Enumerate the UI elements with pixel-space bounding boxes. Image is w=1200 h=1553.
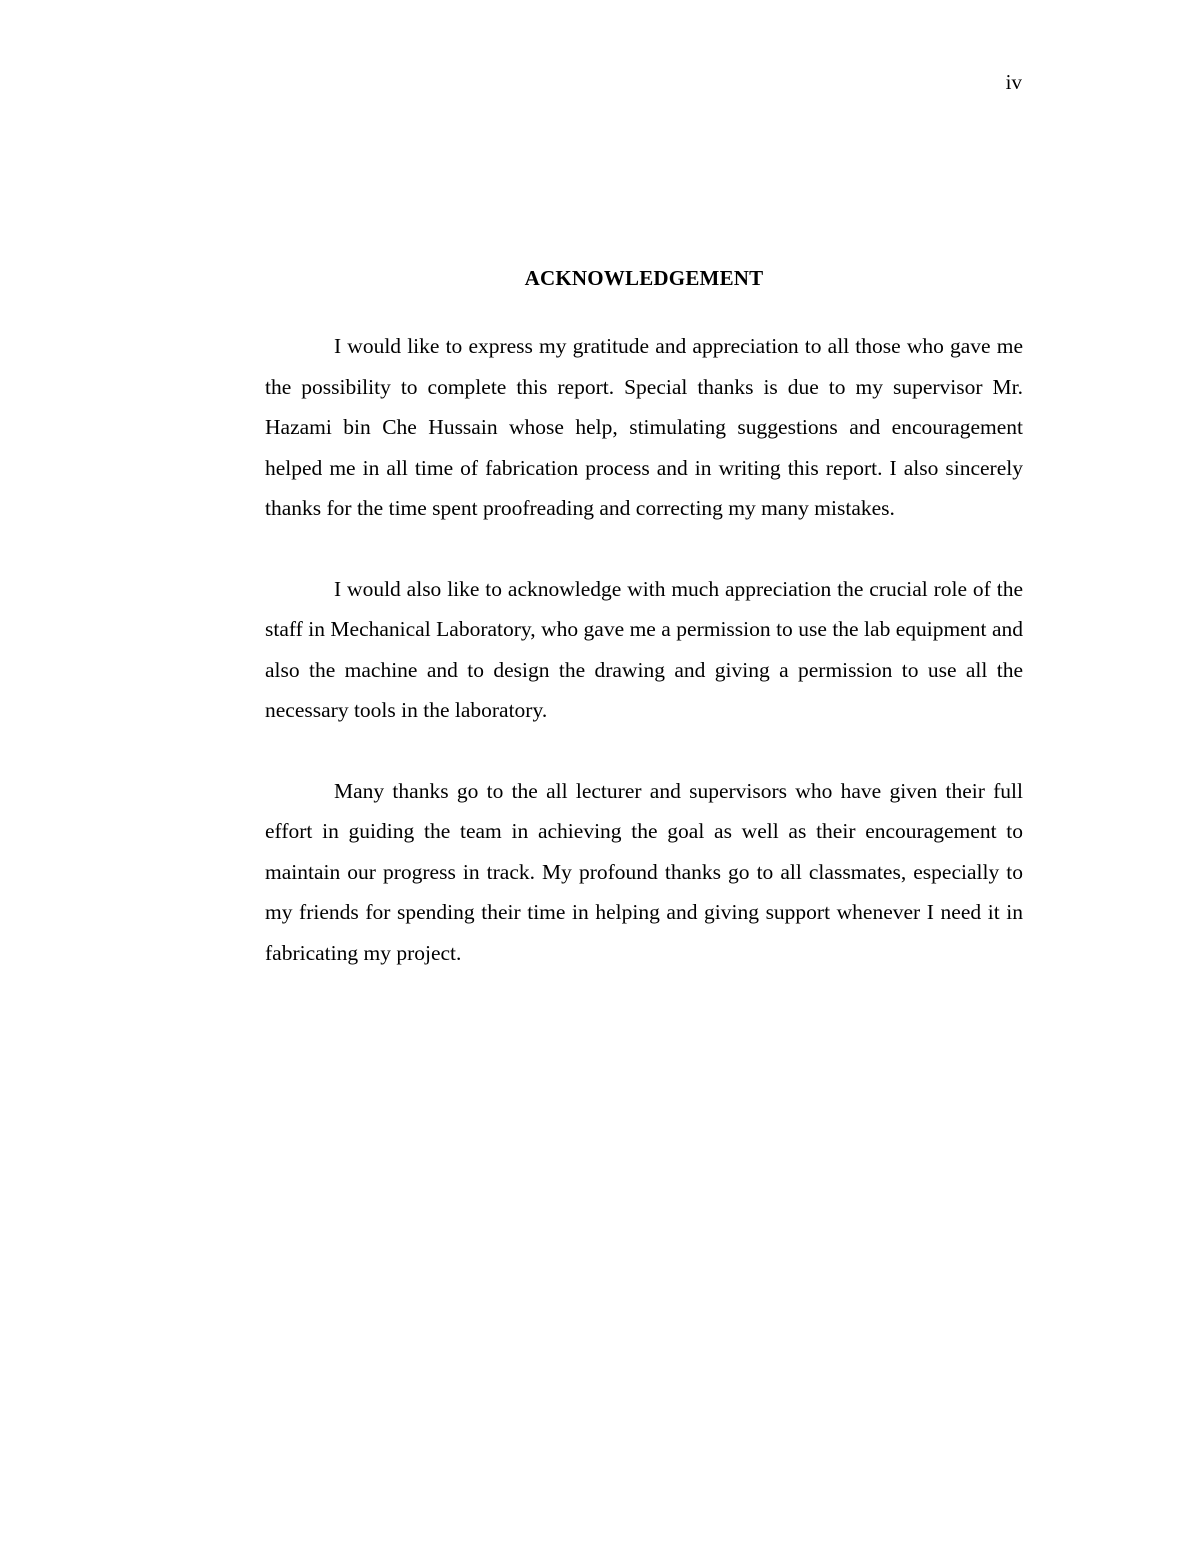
paragraph-1: I would like to express my gratitude and appreciation to all those who gave me the possibility to complete this report. Special thanks is due to my supervisor Mr. Hazami bin Che Hussain whose help, stimulating suggestions and encouragement helped me in all time of fabrication process and in writing this report. I also sincerely thanks for the time spent proofreading and correcting my many mistakes. [265, 334, 1023, 520]
acknowledgement-body [265, 326, 1023, 1013]
page-number: iv [1005, 70, 1022, 94]
paragraph-2: I would also like to acknowledge with much appreciation the crucial role of the staff in Mechanical Laboratory, who gave me a permission to use the lab equipment and also the machine and to design the drawing and giving a permission to use all the necessary tools in the laboratory. [265, 576, 1023, 722]
paragraph-3: Many thanks go to the all lecturer and supervisors who have given their full effort in guiding the team in achieving the goal as well as their encouragement to maintain our progress in track. My profound thanks go to all classmates, especially to my friends for spending their time in helping and giving support whenever I need it in fabricating my project. [265, 778, 1023, 965]
page-title: ACKNOWLEDGEMENT [524, 266, 764, 290]
